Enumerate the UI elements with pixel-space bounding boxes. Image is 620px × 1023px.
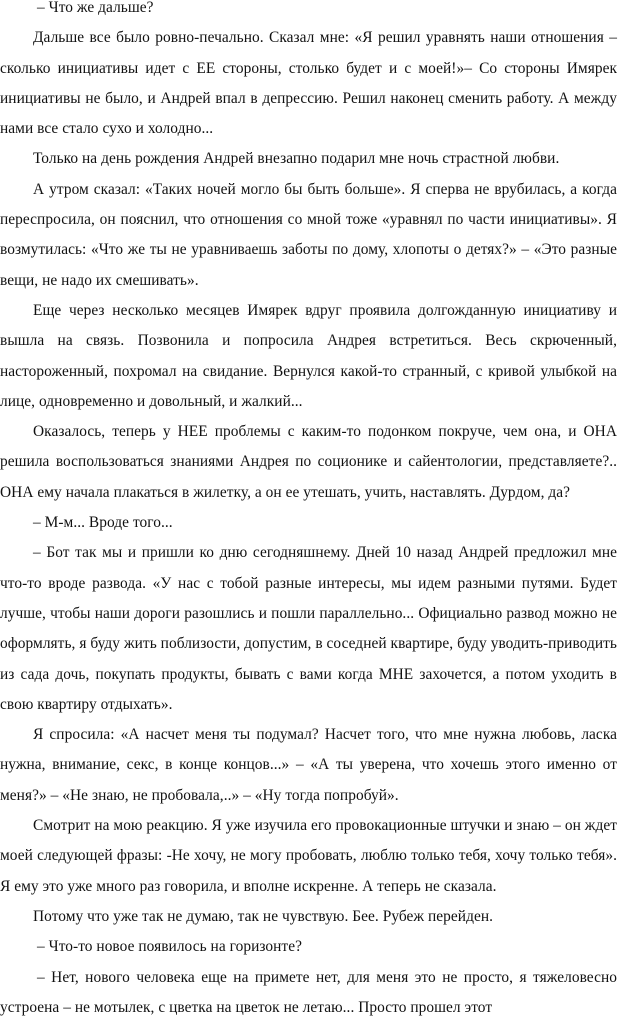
- paragraph-asked: Я спросила: «А насчет меня ты подумал? Насчет того, что мне нужна любовь, ласка нужна, внимание, секс, в конце концов...» – «А ты уверена, что хочешь этого именно от меня?» – «Не знаю, не пробовала,..» – «Ну тогда попробуй».: [0, 720, 617, 811]
- dialogue-line-horizon: – Что-то новое появилось на горизонте?: [0, 932, 617, 962]
- paragraph-divorce-offer: – Бот так мы и пришли ко дню сегодняшнему. Дней 10 назад Андрей предложил мне что-то вроде развода. «У нас с тобой разные интересы, мы идем разными путями. Будет лучше, чтобы наши дороги разошлись и пошли параллельно... Официально развод можно не оформлять, я буду жить поблизости, допустим, в соседней квартире, буду уводить-приводить из сада дочь, покупать продукты, бывать с вами когда МНЕ захочется, а потом уходить в свою квартиру отдыхать».: [0, 538, 617, 720]
- paragraph-morning: А утром сказал: «Таких ночей могло бы быть больше». Я сперва не врубилась, а когда переспросила, он пояснил, что отношения со мной тоже «уравнял по части инициативы». Я возмутилась: «Что же ты не уравниваешь заботы по дому, хлопоты о детях?» – «Это разные вещи, не надо их смешивать».: [0, 175, 617, 296]
- paragraph-boundary: Потому что уже так не думаю, так не чувствую. Бее. Рубеж перейден.: [0, 902, 617, 932]
- paragraph-reaction: Смотрит на мою реакцию. Я уже изучила его провокационные штучки и знаю – он ждет моей следующей фразы: -Не хочу, не могу пробовать, люблю только тебя, хочу только тебя». Я ему это уже много раз говорила, и вполне искренне. А теперь не сказала.: [0, 811, 617, 902]
- paragraph-birthday: Только на день рождения Андрей внезапно подарил мне ночь страстной любви.: [0, 144, 617, 174]
- paragraph-months-later: Еще через несколько месяцев Имярек вдруг проявила долгожданную инициативу и вышла на связь. Позвонила и попросила Андрея встретиться. Весь скрюченный, настороженный, похромал на свидание. Вернулся какой-то странный, с кривой улыбкой на лице, одновременно и довольный, и жалкий...: [0, 296, 617, 417]
- dialogue-line-answer: – Нет, нового человека еще на примете нет, для меня это не просто, я тяжеловесно устроена – не мотылек, с цветка на цветок не летаю... Просто прошел этот: [0, 963, 617, 1023]
- paragraph-her-problems: Оказалось, теперь у НЕЕ проблемы с каким-то подонком покруче, чем она, и ОНА решила воспользоваться знаниями Андрея по соционике и сайентологии, представляете?.. ОНА ему начала плакаться в жилетку, а он ее утешать, учить, наставлять. Дурдом, да?: [0, 417, 617, 508]
- paragraph-equalize-relations: Дальше все было ровно-печально. Сказал мне: «Я решил уравнять наши отношения – сколько инициативы идет с ЕЕ стороны, столько будет и с моей!»– Со стороны Имярек инициативы не было, и Андрей впал в депрессию. Решил наконец сменить работу. А между нами все стало сухо и холодно...: [0, 23, 617, 144]
- dialogue-line-reply: – М-м... Вроде того...: [0, 508, 617, 538]
- dialogue-line-question: – Что же дальше?: [0, 0, 617, 23]
